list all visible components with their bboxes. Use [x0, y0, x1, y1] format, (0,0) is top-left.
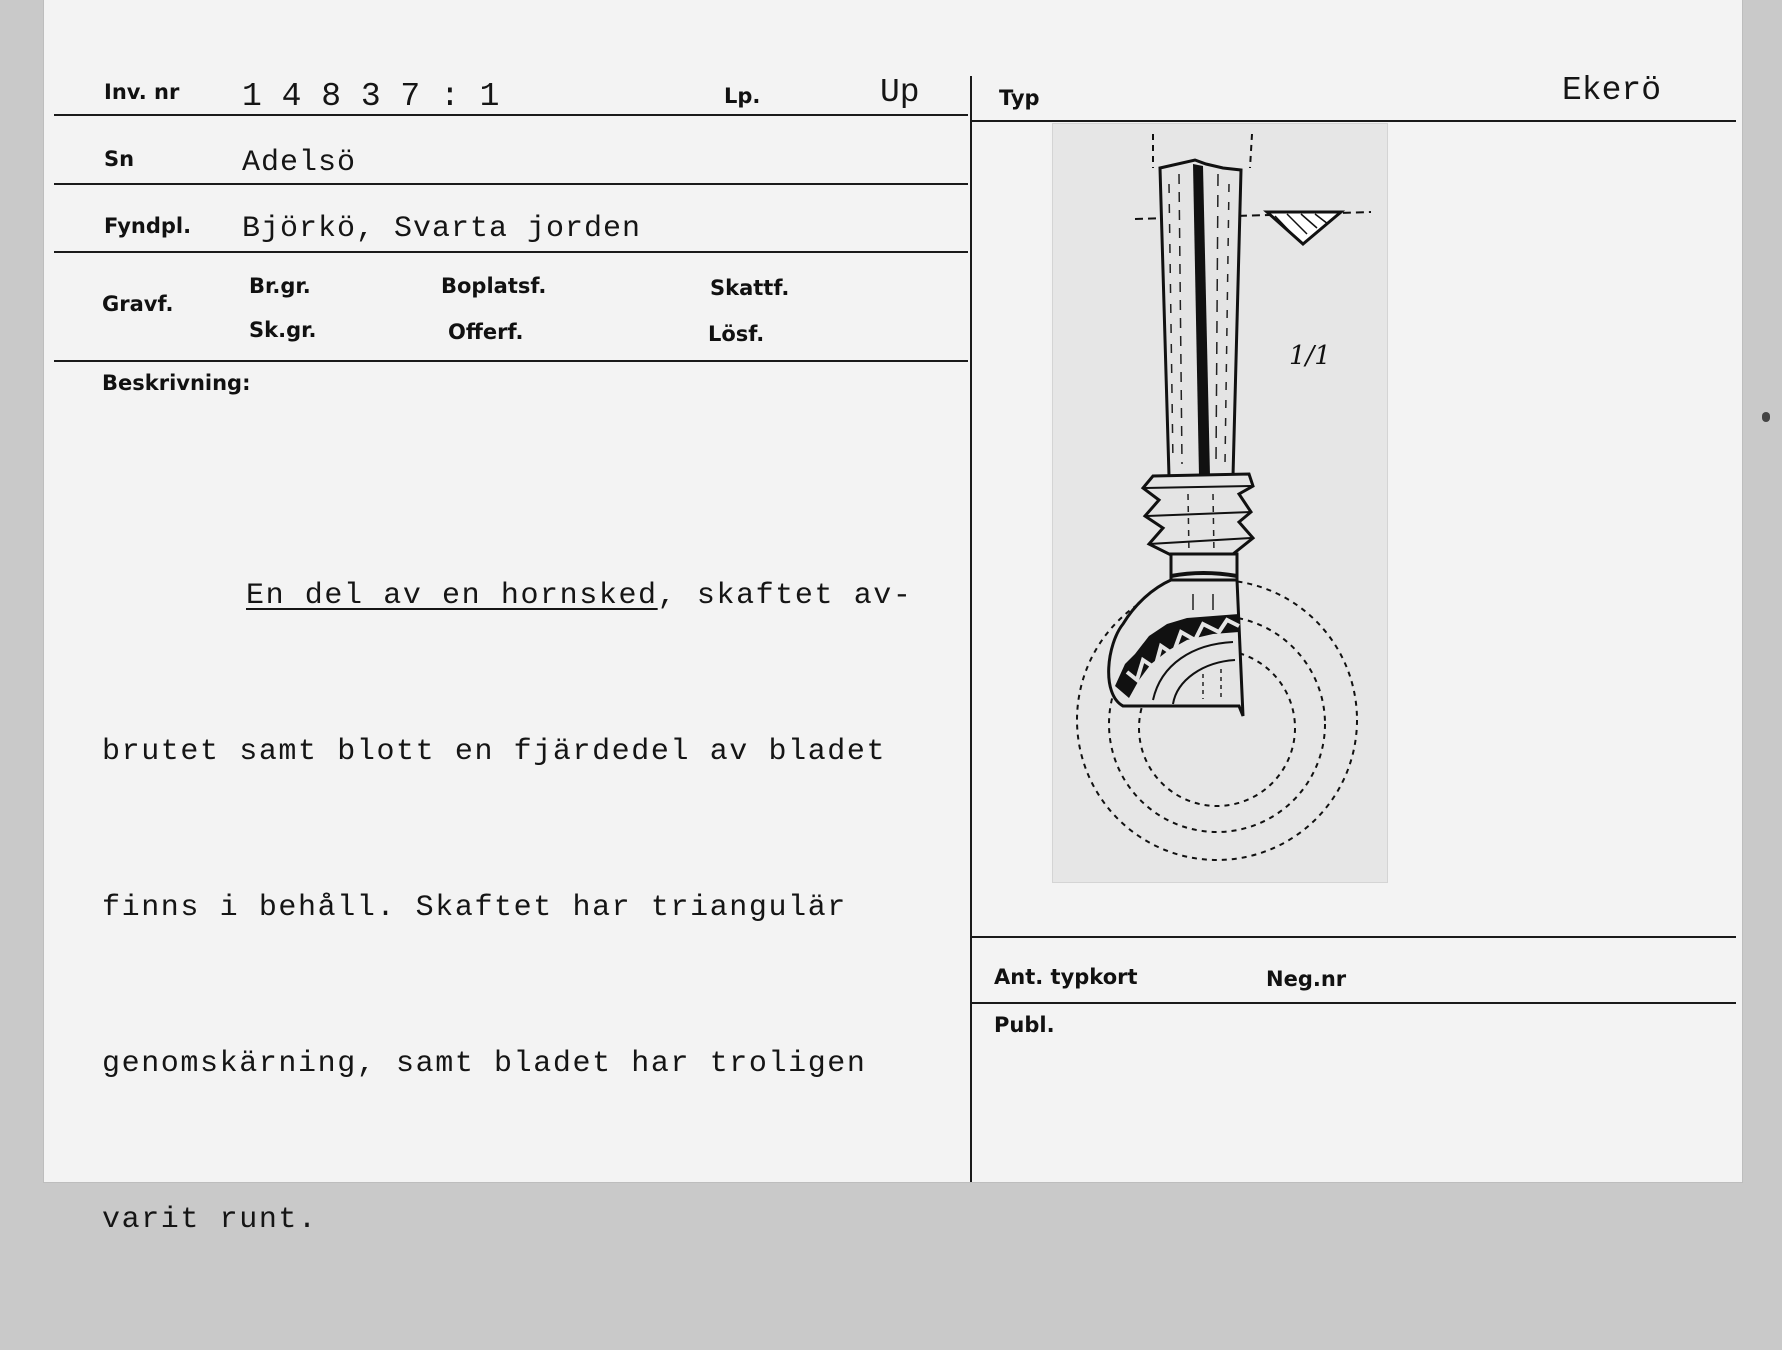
description-text	[102, 466, 913, 1350]
typ-value: Ekerö	[1562, 72, 1662, 109]
negnr-label: Neg.nr	[1266, 967, 1347, 991]
scale-label: 1/1	[1289, 341, 1331, 371]
description-underlined: En del av en hornsked	[246, 579, 658, 613]
spoon-drawing-panel	[1053, 124, 1387, 882]
catalog-card	[44, 0, 1742, 1237]
scan-mark	[1762, 412, 1770, 422]
rule-sn	[54, 183, 968, 185]
typ-label: Typ	[999, 86, 1040, 110]
sn-value: Adelsö	[242, 146, 357, 180]
brgr-label: Br.gr.	[249, 274, 311, 298]
sn-label: Sn	[104, 147, 135, 171]
description-line-1-rest: , skaftet av-	[657, 579, 913, 613]
description-line-5: varit runt.	[102, 1203, 318, 1237]
skgr-label: Sk.gr.	[249, 318, 317, 342]
guide-line-right	[1250, 134, 1252, 168]
publ-label: Publ.	[994, 1013, 1055, 1037]
horn-spoon-drawing	[1053, 124, 1387, 882]
description-line-4: genomskärning, samt bladet har troligen	[102, 1047, 867, 1081]
fyndpl-value: Björkö, Svarta jorden	[242, 212, 642, 246]
description-line-1	[102, 570, 913, 622]
offerf-label: Offerf.	[448, 320, 524, 344]
ant-typkort-label: Ant. typkort	[994, 965, 1138, 989]
lp-label: Lp.	[724, 84, 761, 108]
description-line-3: finns i behåll. Skaftet har triangulär	[102, 891, 847, 925]
rule-footer-top	[972, 936, 1736, 938]
losf-label: Lösf.	[708, 322, 765, 346]
skattf-label: Skattf.	[710, 276, 790, 300]
rule-footer-mid	[972, 1002, 1736, 1004]
gravf-label: Gravf.	[102, 292, 174, 316]
column-divider	[970, 76, 972, 1182]
rule-header-right	[972, 120, 1736, 122]
lp-value: Up	[880, 74, 920, 111]
description-line-2: brutet samt blott en fjärdedel av bladet	[102, 735, 887, 769]
beskrivning-label: Beskrivning:	[102, 371, 251, 395]
boplatsf-label: Boplatsf.	[441, 274, 547, 298]
rule-header	[54, 114, 968, 116]
inv-value: 1 4 8 3 7 : 1	[242, 78, 500, 115]
rule-gravf	[54, 360, 968, 362]
fyndpl-label: Fyndpl.	[104, 214, 192, 238]
inv-label: Inv. nr	[104, 80, 180, 104]
rule-fyndpl	[54, 251, 968, 253]
